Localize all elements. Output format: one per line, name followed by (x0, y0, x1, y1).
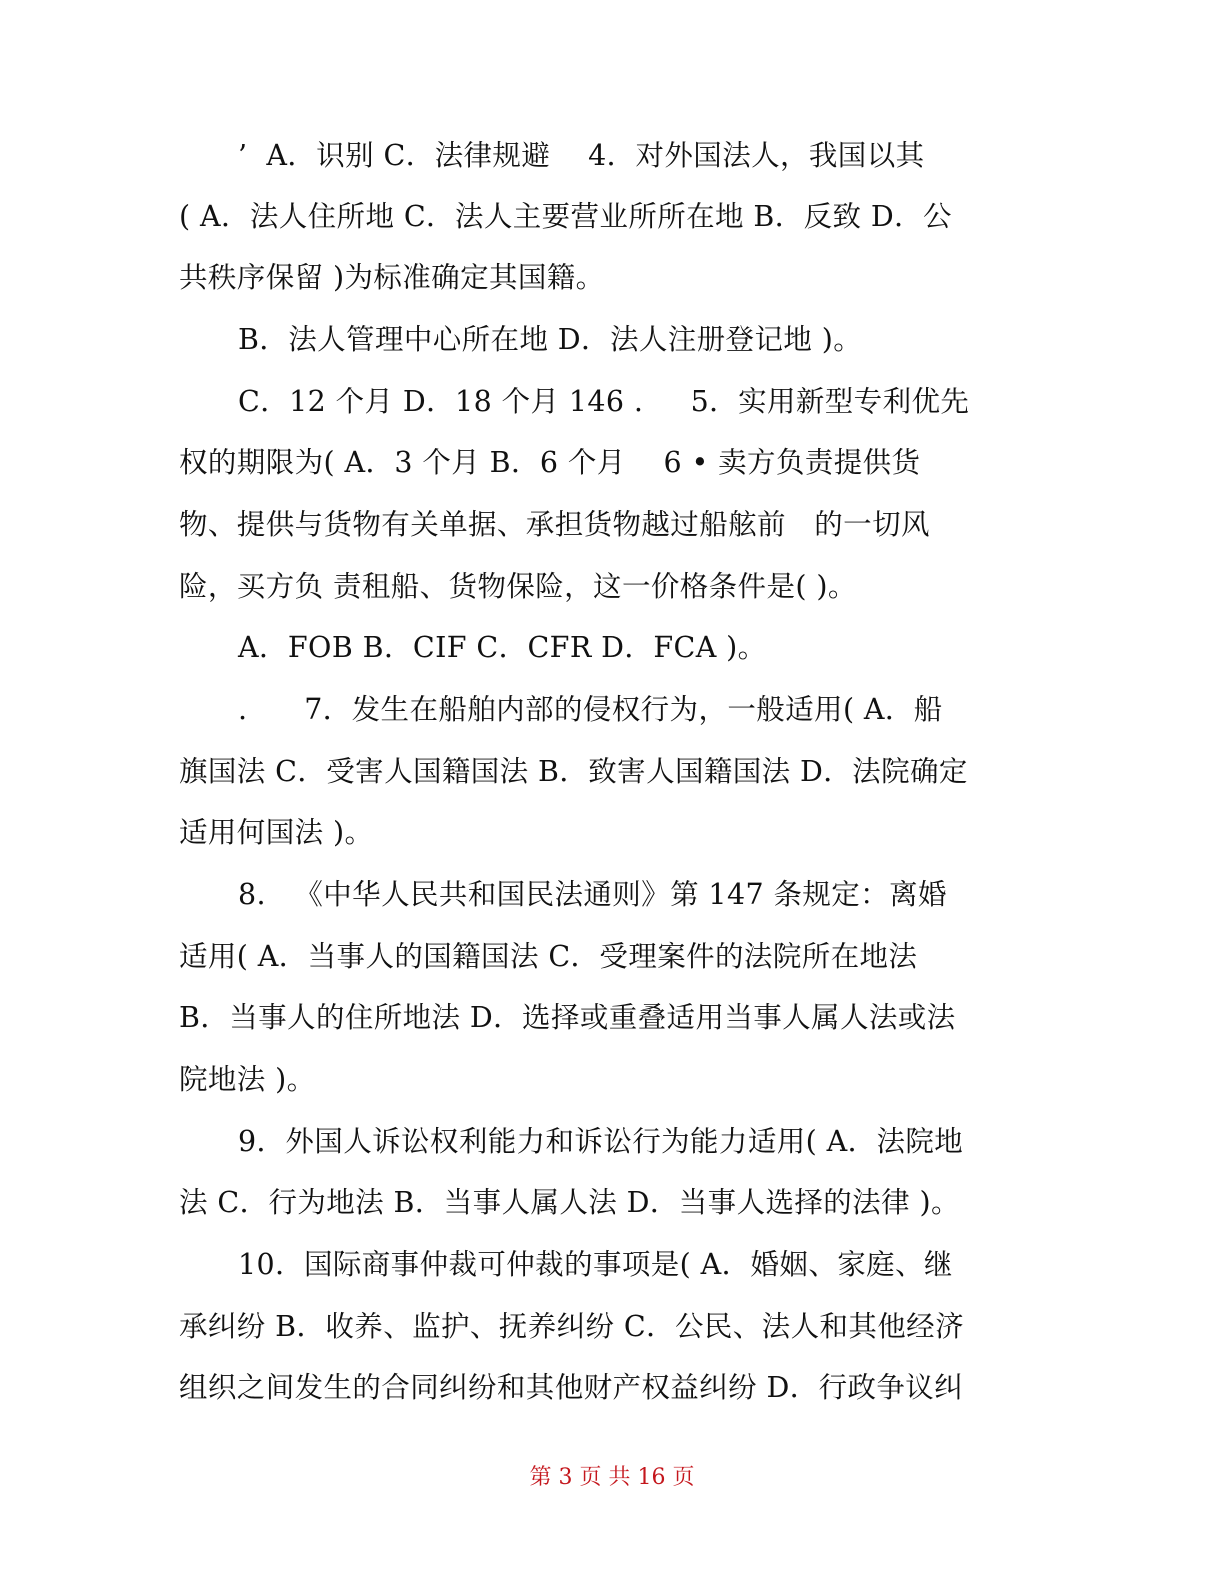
text-line-8: 险，买方负 责租船、货物保险，这一价格条件是( )。 (179, 570, 857, 603)
text-line-10: . 7．发生在船舶内部的侵权行为，一般适用( A．船 (238, 693, 943, 726)
text-line-7: 物、提供与货物有关单据、承担货物越过船舷前 的一切风 (179, 508, 930, 541)
text-line-9: A．FOB B．CIF C．CFR D．FCA )。 (238, 631, 767, 664)
text-line-16: 院地法 )。 (179, 1063, 316, 1096)
text-line-11: 旗国法 C．受害人国籍国法 B．致害人国籍国法 D．法院确定 (179, 755, 968, 788)
text-line-14: 适用( A．当事人的国籍国法 C．受理案件的法院所在地法 (179, 940, 918, 973)
text-line-17: 9．外国人诉讼权利能力和诉讼行为能力适用( A．法院地 (238, 1125, 964, 1158)
text-line-2: ( A．法人住所地 C．法人主要营业所所在地 B．反致 D．公 (179, 200, 952, 233)
text-line-3: 共秩序保留 )为标准确定其国籍。 (179, 261, 605, 294)
text-line-20: 承纠纷 B．收养、监护、抚养纠纷 C．公民、法人和其他经济 (179, 1310, 964, 1343)
text-line-6: 权的期限为( A．3 个月 B．6 个月 6 • 卖方负责提供货 (179, 446, 921, 479)
text-line-12: 适用何国法 )。 (179, 816, 374, 849)
text-line-1: ’ A．识别 C．法律规避 4．对外国法人，我国以其 (238, 139, 925, 172)
page-number-footer: 第 3 页 共 16 页 (529, 1465, 695, 1490)
text-line-5: C．12 个月 D．18 个月 146 . 5．实用新型专利优先 (238, 385, 970, 418)
text-line-21: 组织之间发生的合同纠纷和其他财产权益纠纷 D．行政争议纠 (179, 1371, 964, 1404)
text-line-13: 8. 《中华人民共和国民法通则》第 147 条规定：离婚 (238, 878, 947, 911)
text-line-18: 法 C．行为地法 B．当事人属人法 D．当事人选择的法律 )。 (179, 1186, 960, 1219)
text-line-15: B．当事人的住所地法 D．选择或重叠适用当事人属人法或法 (179, 1001, 956, 1034)
text-line-19: 10．国际商事仲裁可仲裁的事项是( A．婚姻、家庭、继 (238, 1248, 953, 1281)
text-line-4: B．法人管理中心所在地 D．法人注册登记地 )。 (238, 323, 863, 356)
